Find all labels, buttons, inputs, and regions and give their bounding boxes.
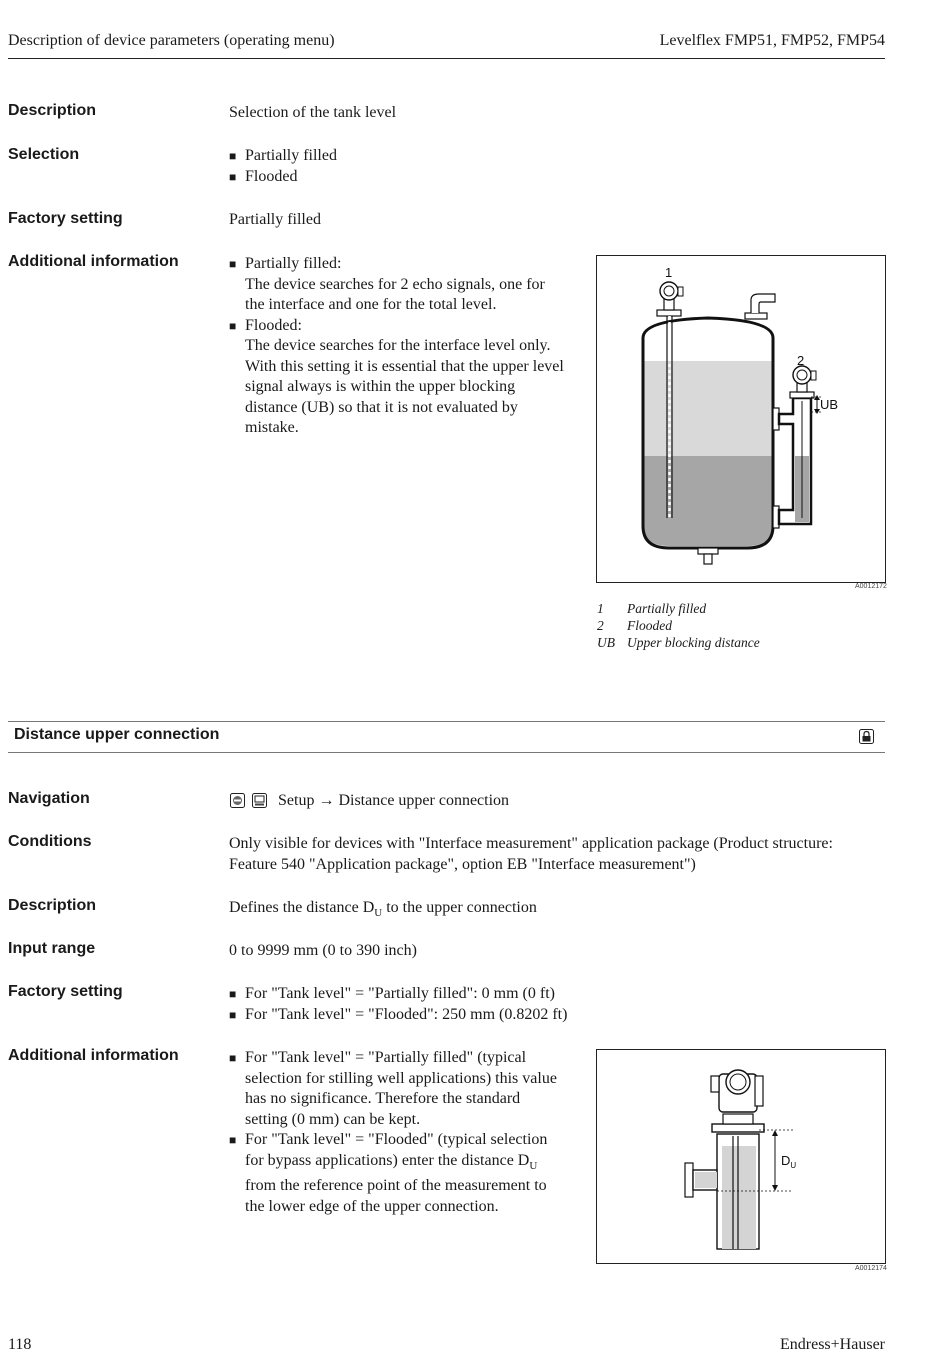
additional-info-label: Additional information [8,253,179,270]
header-title: Description of device parameters (operating menu) [8,32,335,49]
factory-item: ■ For "Tank level" = "Flooded": 250 mm (0.8202 ft) [229,1005,567,1026]
lock-icon [859,729,874,744]
info-line: distance (UB) so that it is not evaluated by [245,398,518,416]
figure-label-ub: UB [820,397,839,412]
factory-setting-label: Factory setting [8,210,123,227]
info-line: The device searches for the interface level only. [245,337,551,354]
conditions-line: Feature 540 "Application package", option EB "Interface measurement") [229,855,696,873]
figure-label-1: 1 [665,265,673,280]
du-additional-label: Additional information [8,1047,179,1064]
section-rule-bottom [8,752,885,753]
tank-level-figure [596,255,886,583]
conditions-label: Conditions [8,833,92,850]
du-description-value: Defines the distance $D_U$ to the upper connection [229,899,537,920]
description-value: Selection of the tank level [229,104,397,121]
conditions-text [229,834,833,875]
info-line: selection for stilling well applications) this value [245,1069,557,1087]
selection-item: ■ Partially filled [229,146,337,167]
info-line: ■ For "Tank level" = "Partially filled" (typical [229,1048,557,1069]
du-description-label: Description [8,897,97,914]
factory-item: ■ For "Tank level" = "Partially filled": 0 mm (0 ft) [229,984,567,1005]
legend-item: UB Upper blocking distance [597,635,760,650]
section-rule-top [8,721,885,722]
description-label: Description [8,102,97,119]
upper-connection-diagram [597,1050,885,1263]
figure-id-2: A0012174 [855,1265,887,1272]
info-item-title: ■ Flooded: [229,316,564,337]
info-line: The device searches for 2 echo signals, one for [245,275,545,293]
selection-label: Selection [8,146,80,163]
info-line: for bypass applications) enter the distance $D_U$ [245,1151,538,1172]
info-line: mistake. [245,419,299,436]
info-line: With this setting it is essential that the upper level [245,357,564,375]
operating-tool-icon [230,793,245,808]
info-line: the lower edge of the upper connection. [245,1197,499,1215]
info-line: from the reference point of the measurement to [245,1177,547,1195]
info-line: signal always is within the upper blocking [245,378,516,395]
info-line: has no significance. Therefore the standard [245,1090,521,1107]
info-line: the interface and one for the total level. [245,296,497,313]
selection-item: ■ Flooded [229,167,337,188]
tank-diagram [597,256,885,582]
figure-legend [597,600,760,651]
info-line: setting (0 mm) can be kept. [245,1110,421,1128]
figure-id: A0012172 [855,583,887,590]
section-title: Distance upper connection [14,726,220,743]
header-product: Levelflex FMP51, FMP52, FMP54 [659,32,885,49]
display-icon [252,793,267,808]
factory-setting-value: Partially filled [229,211,321,228]
legend-item: 2 Flooded [597,618,672,633]
du-label: $D_U$ [781,1153,797,1170]
du-factory-list [229,984,567,1025]
brand-name: Endress+Hauser [780,1336,885,1353]
legend-item: 1 Partially filled [597,601,707,616]
selection-list [229,146,337,187]
du-additional-text [229,1048,557,1217]
input-range-value: 0 to 9999 mm (0 to 390 inch) [229,942,417,959]
du-factory-label: Factory setting [8,983,123,1000]
info-item-title: ■ Partially filled: [229,254,564,275]
navigation-label: Navigation [8,790,90,807]
figure-label-2: 2 [797,353,805,368]
additional-info-text [229,254,564,439]
input-range-label: Input range [8,940,96,957]
upper-connection-figure [596,1049,886,1264]
header-rule [8,58,885,59]
navigation-path: Setup → Distance upper connection [278,792,510,809]
page-number: 118 [8,1336,32,1353]
info-line: ■ For "Tank level" = "Flooded" (typical selection [229,1130,557,1151]
conditions-line: Only visible for devices with "Interface measurement" application package (Product structure: [229,835,833,852]
